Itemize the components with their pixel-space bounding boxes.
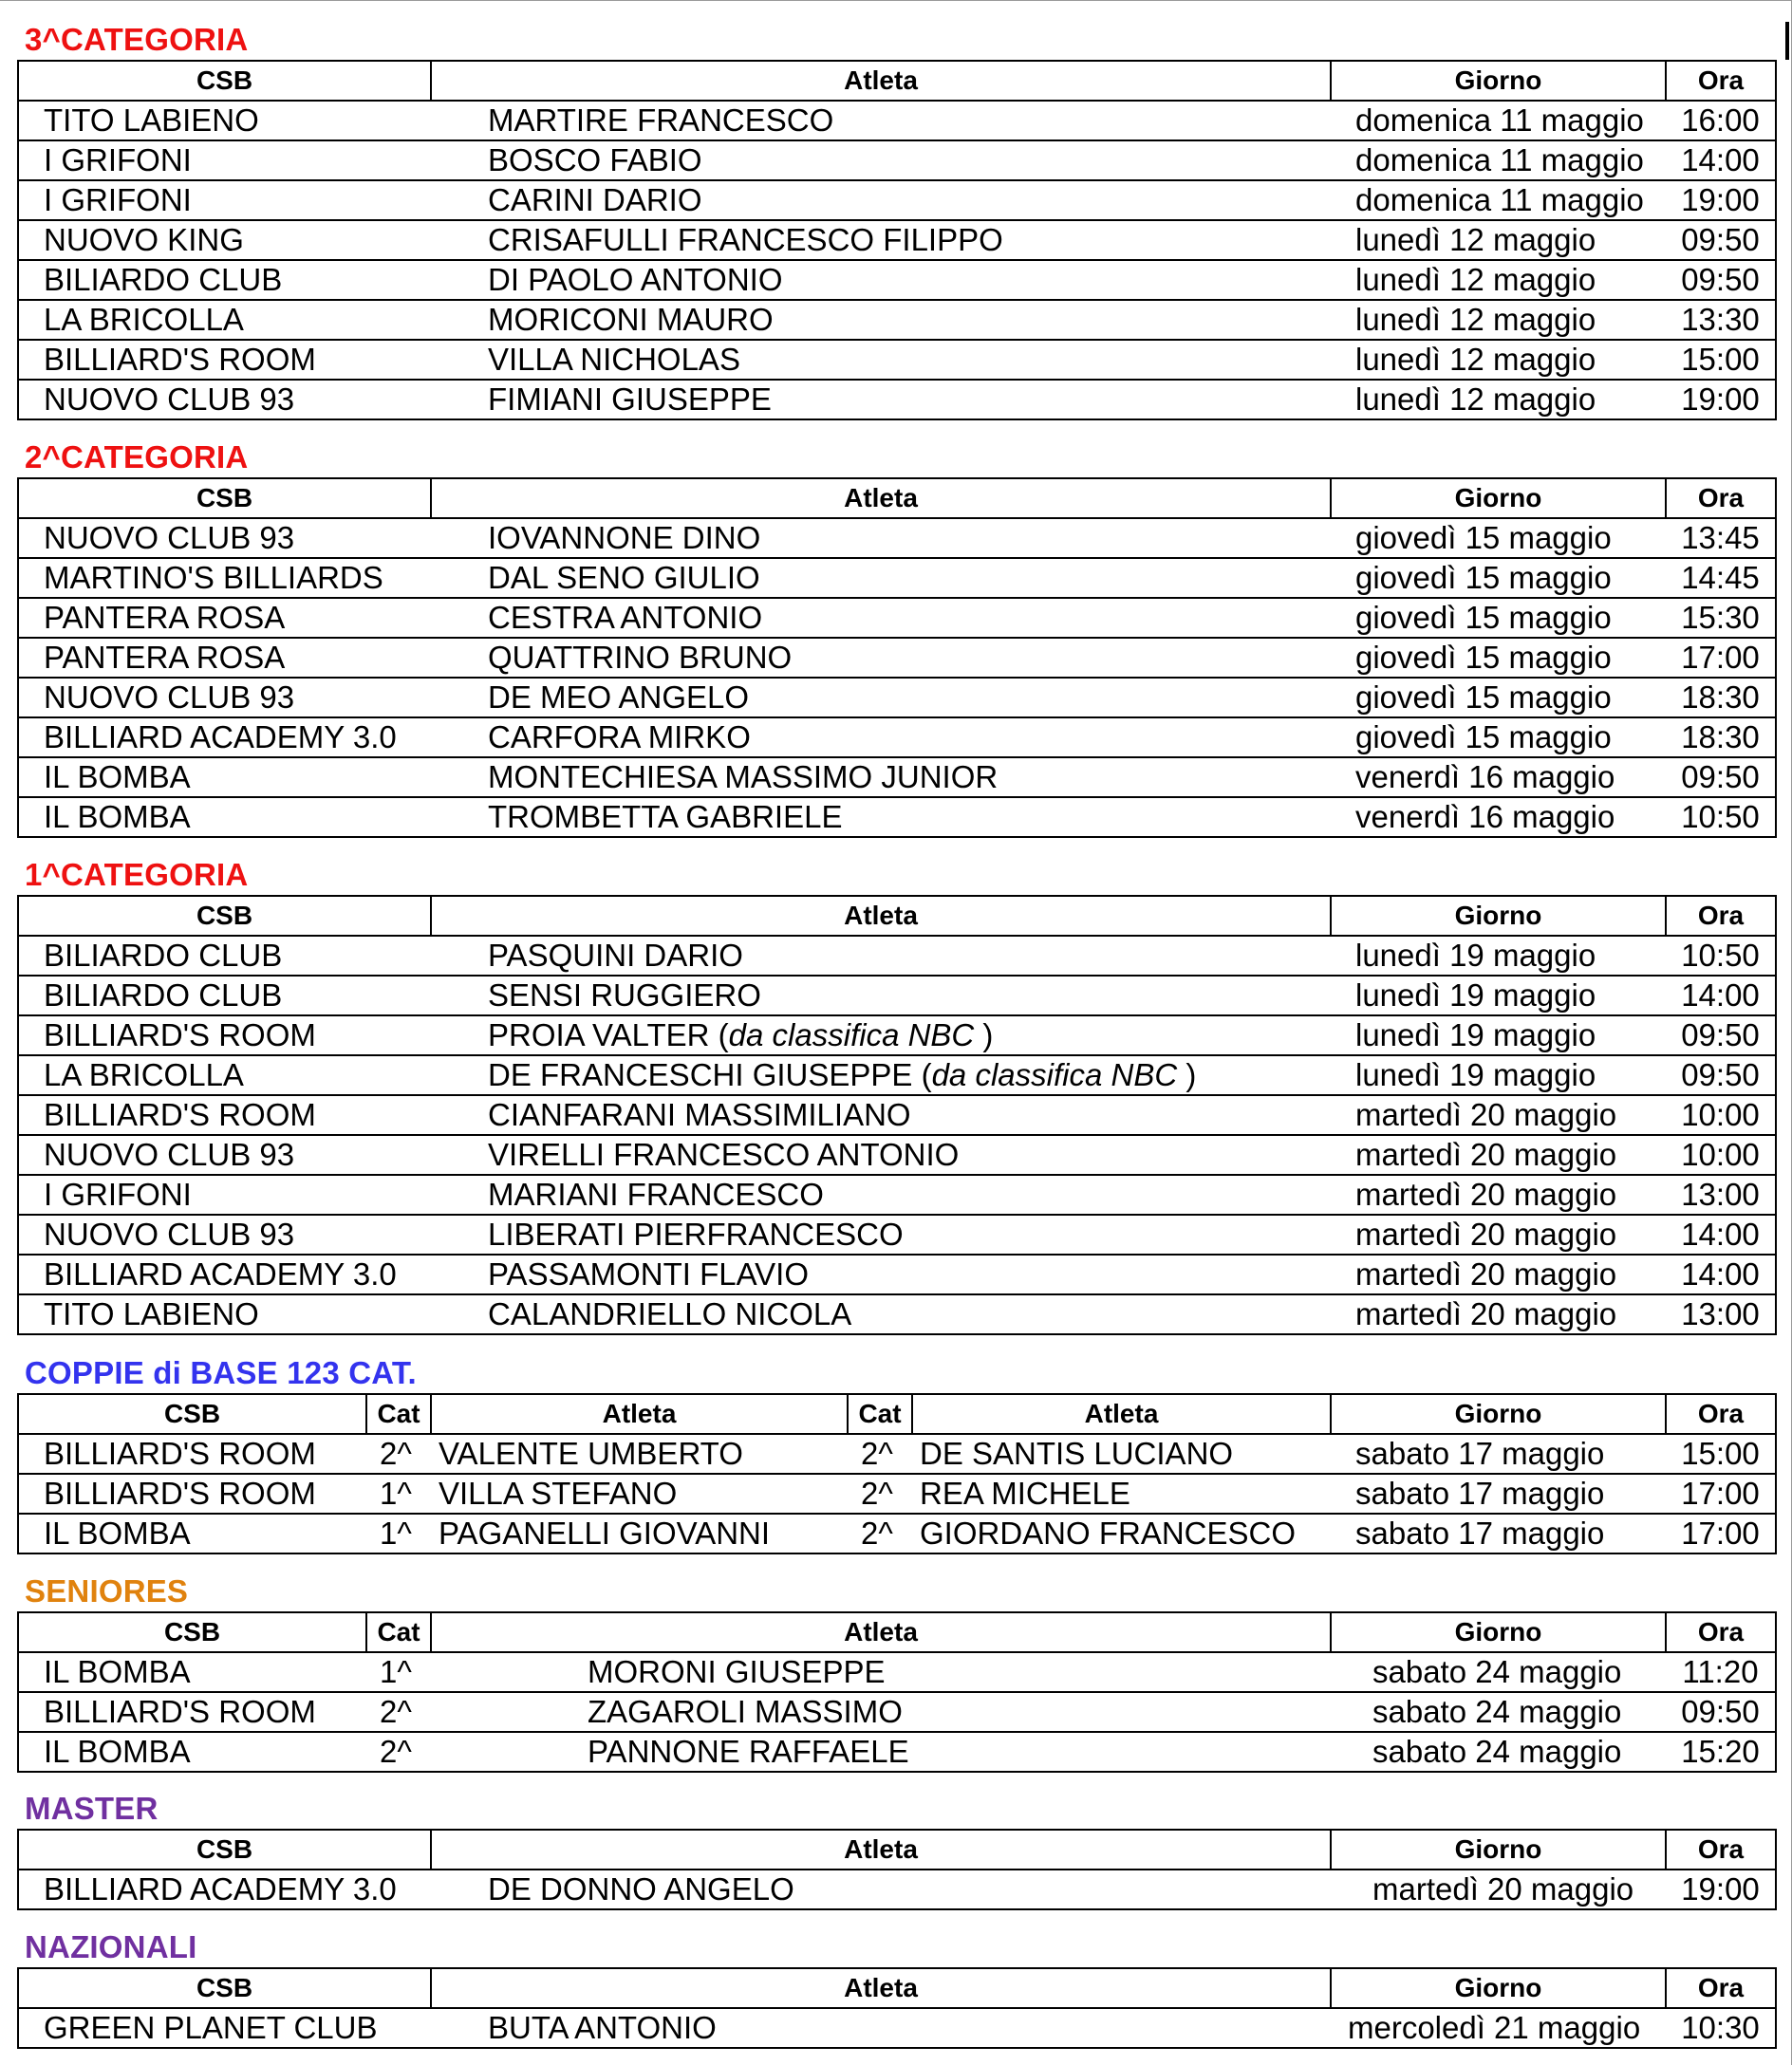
cell-ora: 13:00 [1666,1294,1776,1334]
header-csb: CSB [18,61,431,101]
cell-ora: 10:30 [1666,2008,1776,2048]
cell-atleta: MONTECHIESA MASSIMO JUNIOR [431,757,1331,797]
schedule-table [17,895,1777,1335]
cell-cat: 1^ [366,1652,431,1692]
table-row [18,757,1776,797]
header-ora: Ora [1666,896,1776,936]
cell-giorno: lunedì 12 maggio [1331,220,1666,260]
cell-ora: 14:00 [1666,1255,1776,1294]
cell-csb: BILLIARD'S ROOM [18,1692,366,1732]
classification-note: da classifica NBC [931,1057,1178,1092]
table-row [18,1135,1776,1175]
cell-giorno: lunedì 12 maggio [1331,300,1666,340]
cell-ora: 09:50 [1666,1692,1776,1732]
table-row [18,1692,1776,1732]
cell-atleta [431,1015,1331,1055]
cell-atleta: GIORDANO FRANCESCO [912,1514,1331,1553]
cell-ora: 10:00 [1666,1095,1776,1135]
cell-giorno: sabato 17 maggio [1331,1514,1666,1553]
cell-giorno: sabato 24 maggio [1331,1652,1666,1692]
cell-atleta: MARTIRE FRANCESCO [431,101,1331,140]
cell-csb: BILLIARD'S ROOM [18,1015,431,1055]
table-row [18,101,1776,140]
cell-csb: IL BOMBA [18,797,431,837]
cell-csb: NUOVO CLUB 93 [18,678,431,717]
header-csb: CSB [18,478,431,518]
cell-ora: 09:50 [1666,260,1776,300]
header-ora: Ora [1666,1394,1776,1434]
cell-atleta: ZAGAROLI MASSIMO [431,1692,1331,1732]
table-row [18,380,1776,419]
schedule-table [17,477,1777,838]
cell-giorno: martedì 20 maggio [1331,1095,1666,1135]
cell-atleta: DE DONNO ANGELO [431,1870,1331,1909]
cell-giorno: martedì 20 maggio [1331,1870,1666,1909]
cell-csb: LA BRICOLLA [18,1055,431,1095]
cell-csb: BILLIARD'S ROOM [18,1474,366,1514]
cell-ora: 13:30 [1666,300,1776,340]
cell-atleta: PANNONE RAFFAELE [431,1732,1331,1772]
cell-ora: 19:00 [1666,1870,1776,1909]
table-row [18,717,1776,757]
cell-giorno: giovedì 15 maggio [1331,638,1666,678]
section-title: 2^CATEGORIA [25,439,249,474]
header-atleta: Atleta [431,1394,848,1434]
table-row [18,220,1776,260]
cell-giorno: sabato 17 maggio [1331,1434,1666,1474]
table-row [18,2008,1776,2048]
table-row [18,1095,1776,1135]
cell-ora: 17:00 [1666,1514,1776,1553]
cell-csb: LA BRICOLLA [18,300,431,340]
table-row [18,1294,1776,1334]
table-header-row [18,896,1776,936]
cell-csb: BILLIARD'S ROOM [18,1095,431,1135]
header-ora: Ora [1666,1968,1776,2008]
cell-giorno: martedì 20 maggio [1331,1215,1666,1255]
header-ora: Ora [1666,478,1776,518]
table-row [18,1732,1776,1772]
cell-cat: 2^ [366,1434,431,1474]
header-cat: Cat [366,1612,431,1652]
cell-ora: 19:00 [1666,180,1776,220]
table-row [18,1175,1776,1215]
table-row [18,1870,1776,1909]
header-cat: Cat [848,1394,912,1434]
cell-atleta: DE MEO ANGELO [431,678,1331,717]
cell-giorno: martedì 20 maggio [1331,1255,1666,1294]
cell-cat: 2^ [366,1732,431,1772]
header-ora: Ora [1666,1830,1776,1870]
cell-csb: NUOVO CLUB 93 [18,518,431,558]
cell-atleta: PASQUINI DARIO [431,936,1331,976]
cell-atleta: CESTRA ANTONIO [431,598,1331,638]
cell-ora: 15:00 [1666,1434,1776,1474]
cell-atleta: CARFORA MIRKO [431,717,1331,757]
header-csb: CSB [18,1394,366,1434]
cell-csb: BILLIARD ACADEMY 3.0 [18,1870,431,1909]
cell-atleta: IOVANNONE DINO [431,518,1331,558]
table-header-row [18,61,1776,101]
cell-giorno: lunedì 19 maggio [1331,1055,1666,1095]
table-row [18,140,1776,180]
header-atleta: Atleta [431,61,1331,101]
cell-ora: 16:00 [1666,101,1776,140]
cell-csb: BILIARDO CLUB [18,260,431,300]
cell-ora: 13:45 [1666,518,1776,558]
header-atleta: Atleta [431,1612,1331,1652]
table-row [18,558,1776,598]
cell-atleta [431,1055,1331,1095]
cell-csb: MARTINO'S BILLIARDS [18,558,431,598]
cell-csb: NUOVO CLUB 93 [18,1135,431,1175]
table-row [18,518,1776,558]
table-row [18,1015,1776,1055]
table-row [18,1652,1776,1692]
cell-ora: 10:50 [1666,797,1776,837]
cell-giorno: martedì 20 maggio [1331,1175,1666,1215]
cell-atleta: DI PAOLO ANTONIO [431,260,1331,300]
header-atleta: Atleta [431,896,1331,936]
cell-csb: BILLIARD'S ROOM [18,1434,366,1474]
header-cat: Cat [366,1394,431,1434]
cell-atleta: CIANFARANI MASSIMILIANO [431,1095,1331,1135]
note-close: ) [974,1017,994,1052]
table-row [18,1055,1776,1095]
table-header-row [18,1612,1776,1652]
cell-cat: 2^ [848,1514,912,1553]
header-giorno: Giorno [1331,896,1666,936]
cell-ora: 09:50 [1666,757,1776,797]
cell-ora: 10:50 [1666,936,1776,976]
table-row [18,1434,1776,1474]
cell-atleta: FIMIANI GIUSEPPE [431,380,1331,419]
header-giorno: Giorno [1331,61,1666,101]
header-atleta: Atleta [431,1830,1331,1870]
schedule-table [17,1829,1777,1910]
cell-csb: NUOVO CLUB 93 [18,380,431,419]
cell-csb: BILIARDO CLUB [18,976,431,1015]
cell-atleta: DAL SENO GIULIO [431,558,1331,598]
header-giorno: Giorno [1331,1612,1666,1652]
cell-atleta: PAGANELLI GIOVANNI [431,1514,848,1553]
cell-csb: BILLIARD ACADEMY 3.0 [18,717,431,757]
cell-giorno: lunedì 12 maggio [1331,340,1666,380]
cell-atleta: TROMBETTA GABRIELE [431,797,1331,837]
table-row [18,1474,1776,1514]
cell-giorno: lunedì 12 maggio [1331,260,1666,300]
cell-atleta: CARINI DARIO [431,180,1331,220]
table-row [18,678,1776,717]
cell-giorno: lunedì 19 maggio [1331,976,1666,1015]
schedule-table [17,1611,1777,1773]
cell-giorno: giovedì 15 maggio [1331,678,1666,717]
cell-ora: 14:00 [1666,1215,1776,1255]
section-title: SENIORES [25,1573,189,1609]
cell-ora: 15:20 [1666,1732,1776,1772]
cell-csb: I GRIFONI [18,140,431,180]
cell-ora: 15:00 [1666,340,1776,380]
cell-csb: BILLIARD ACADEMY 3.0 [18,1255,431,1294]
cell-csb: TITO LABIENO [18,1294,431,1334]
cell-ora: 14:00 [1666,140,1776,180]
cell-csb: GREEN PLANET CLUB [18,2008,431,2048]
cell-csb: BILIARDO CLUB [18,936,431,976]
cell-ora: 09:50 [1666,220,1776,260]
cell-atleta: CALANDRIELLO NICOLA [431,1294,1331,1334]
header-atleta: Atleta [912,1394,1331,1434]
cell-giorno: giovedì 15 maggio [1331,558,1666,598]
header-csb: CSB [18,1830,431,1870]
classification-note: da classifica NBC [728,1017,975,1052]
cell-cat: 2^ [848,1474,912,1514]
cell-atleta: VILLA STEFANO [431,1474,848,1514]
cell-csb: IL BOMBA [18,1732,366,1772]
header-giorno: Giorno [1331,1830,1666,1870]
header-atleta: Atleta [431,1968,1331,2008]
cell-ora: 17:00 [1666,1474,1776,1514]
cell-atleta: BUTA ANTONIO [431,2008,1331,2048]
cell-ora: 18:30 [1666,717,1776,757]
cell-ora: 13:00 [1666,1175,1776,1215]
table-row [18,1255,1776,1294]
schedule-table [17,60,1777,420]
cell-ora: 11:20 [1666,1652,1776,1692]
cell-giorno: lunedì 12 maggio [1331,380,1666,419]
section-title: 3^CATEGORIA [25,22,249,57]
cell-atleta: BOSCO FABIO [431,140,1331,180]
cell-atleta: MORONI GIUSEPPE [431,1652,1331,1692]
table-row [18,260,1776,300]
cell-atleta: DE SANTIS LUCIANO [912,1434,1331,1474]
cell-cat: 2^ [848,1434,912,1474]
header-ora: Ora [1666,61,1776,101]
cell-atleta: PASSAMONTI FLAVIO [431,1255,1331,1294]
athlete-name: PROIA VALTER ( [488,1017,729,1052]
cell-cat: 1^ [366,1514,431,1553]
table-row [18,638,1776,678]
cell-giorno: giovedì 15 maggio [1331,598,1666,638]
table-row [18,936,1776,976]
header-csb: CSB [18,896,431,936]
cell-csb: TITO LABIENO [18,101,431,140]
cell-giorno: giovedì 15 maggio [1331,717,1666,757]
cell-csb: NUOVO KING [18,220,431,260]
cell-atleta: MARIANI FRANCESCO [431,1175,1331,1215]
table-row [18,1215,1776,1255]
cell-csb: BILLIARD'S ROOM [18,340,431,380]
schedule-table [17,1967,1777,2049]
section-title: NAZIONALI [25,1929,197,1964]
cell-cat: 1^ [366,1474,431,1514]
cell-csb: IL BOMBA [18,1514,366,1553]
table-row [18,598,1776,638]
text-cursor [1785,22,1789,60]
header-ora: Ora [1666,1612,1776,1652]
cell-csb: NUOVO CLUB 93 [18,1215,431,1255]
table-row [18,976,1776,1015]
cell-giorno: sabato 17 maggio [1331,1474,1666,1514]
cell-csb: I GRIFONI [18,180,431,220]
header-giorno: Giorno [1331,1968,1666,2008]
athlete-name: DE FRANCESCHI GIUSEPPE ( [488,1057,932,1092]
cell-atleta: QUATTRINO BRUNO [431,638,1331,678]
cell-giorno: martedì 20 maggio [1331,1294,1666,1334]
cell-ora: 15:30 [1666,598,1776,638]
cell-giorno: martedì 20 maggio [1331,1135,1666,1175]
section-title: MASTER [25,1791,159,1826]
header-giorno: Giorno [1331,1394,1666,1434]
cell-giorno: lunedì 19 maggio [1331,1015,1666,1055]
cell-csb: IL BOMBA [18,757,431,797]
table-header-row [18,1968,1776,2008]
cell-atleta: CRISAFULLI FRANCESCO FILIPPO [431,220,1331,260]
header-giorno: Giorno [1331,478,1666,518]
cell-ora: 17:00 [1666,638,1776,678]
cell-giorno: giovedì 15 maggio [1331,518,1666,558]
cell-ora: 14:45 [1666,558,1776,598]
cell-csb: PANTERA ROSA [18,598,431,638]
section-title: COPPIE di BASE 123 CAT. [25,1355,417,1390]
cell-cat: 2^ [366,1692,431,1732]
cell-ora: 09:50 [1666,1055,1776,1095]
cell-atleta: REA MICHELE [912,1474,1331,1514]
cell-csb: IL BOMBA [18,1652,366,1692]
cell-giorno: lunedì 19 maggio [1331,936,1666,976]
cell-giorno: sabato 24 maggio [1331,1732,1666,1772]
schedule-table [17,1393,1777,1554]
cell-giorno: domenica 11 maggio [1331,180,1666,220]
cell-ora: 18:30 [1666,678,1776,717]
table-header-row [18,478,1776,518]
table-row [18,797,1776,837]
cell-giorno: domenica 11 maggio [1331,140,1666,180]
table-header-row [18,1830,1776,1870]
table-row [18,300,1776,340]
table-row [18,340,1776,380]
section-title: 1^CATEGORIA [25,857,249,892]
cell-atleta: LIBERATI PIERFRANCESCO [431,1215,1331,1255]
cell-giorno: venerdì 16 maggio [1331,797,1666,837]
note-close: ) [1177,1057,1197,1092]
cell-atleta: VILLA NICHOLAS [431,340,1331,380]
cell-giorno: domenica 11 maggio [1331,101,1666,140]
cell-ora: 14:00 [1666,976,1776,1015]
cell-csb: PANTERA ROSA [18,638,431,678]
header-csb: CSB [18,1612,366,1652]
cell-atleta: SENSI RUGGIERO [431,976,1331,1015]
cell-atleta: MORICONI MAURO [431,300,1331,340]
cell-ora: 09:50 [1666,1015,1776,1055]
cell-atleta: VIRELLI FRANCESCO ANTONIO [431,1135,1331,1175]
cell-ora: 19:00 [1666,380,1776,419]
cell-csb: I GRIFONI [18,1175,431,1215]
header-csb: CSB [18,1968,431,2008]
cell-giorno: mercoledì 21 maggio [1331,2008,1666,2048]
table-row [18,180,1776,220]
table-row [18,1514,1776,1553]
cell-giorno: venerdì 16 maggio [1331,757,1666,797]
table-header-row [18,1394,1776,1434]
cell-ora: 10:00 [1666,1135,1776,1175]
header-atleta: Atleta [431,478,1331,518]
cell-atleta: VALENTE UMBERTO [431,1434,848,1474]
cell-giorno: sabato 24 maggio [1331,1692,1666,1732]
